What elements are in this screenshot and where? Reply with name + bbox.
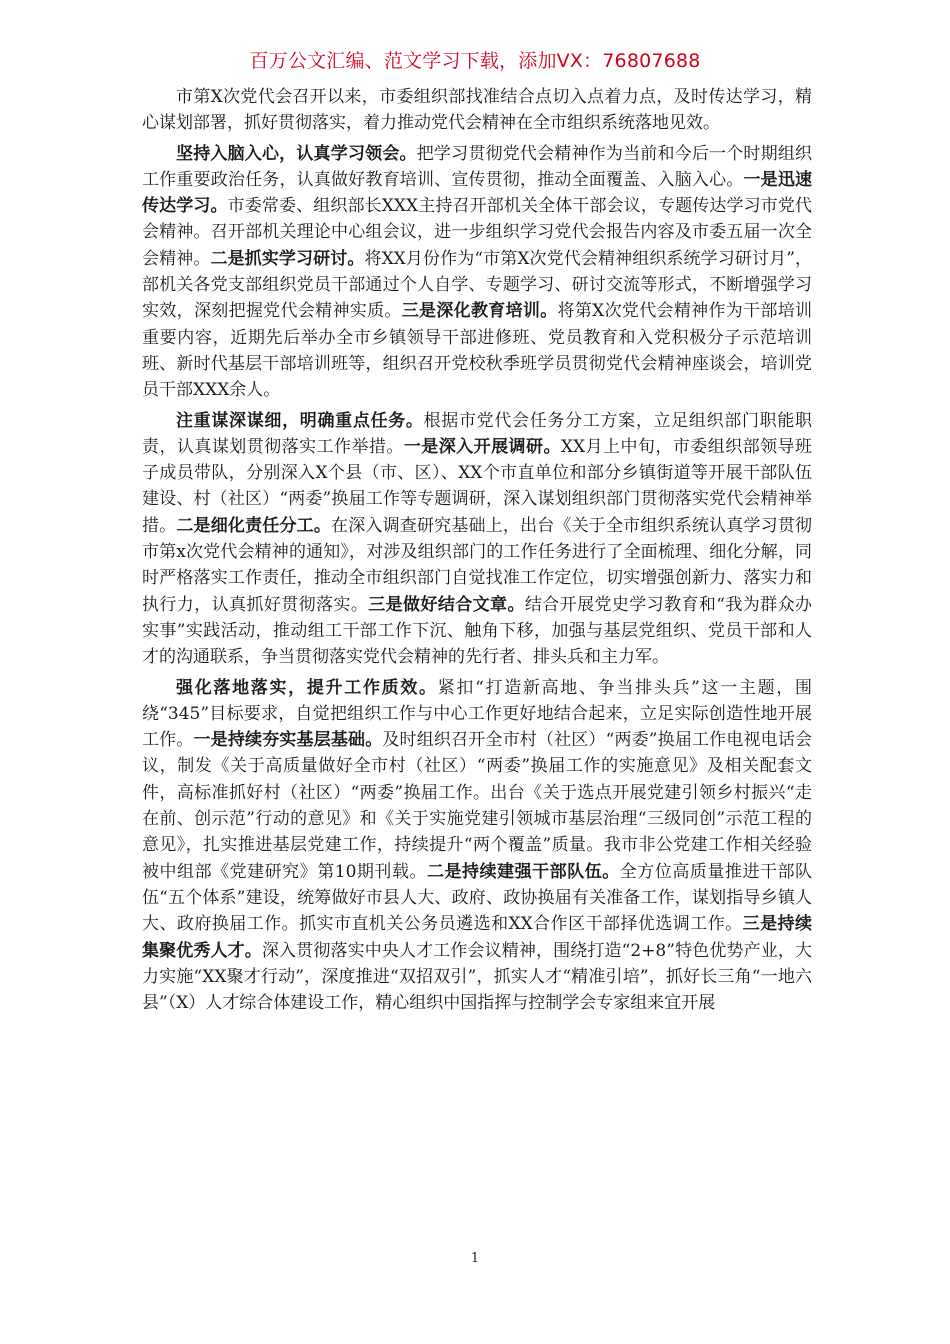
point-text: 将第X次党代会精神作为干部培训重要内容，近期先后举办全市乡镇领导干部进修班、党员教育和入党积极分子示范培训班、新时代基层干部培训班等，组织召开党校秋季班学员贯彻党代会精神座谈会，培训党员干部XXX余人。	[142, 301, 813, 401]
section-heading: 注重谋深谋细，明确重点任务。	[176, 410, 424, 431]
section-implementation-paragraph	[142, 675, 812, 1017]
point-text: 及时组织召开全市村（社区）“两委”换届工作电视电话会议，制发《关于高质量做好全市村（社区）“两委”换届工作的实施意见》及相关配套文件，高标准抓好村（社区）“两委”换届工作。出台《关于选点开展党建引领乡村振兴“走在前、创示范”行动的意见》和《关于实施党建引领城市基层治理“三级同创”示范工程的意见》，扎实推进基层党建工作，持续提升“两个覆盖”质量。我市非公党建工作相关经验被中组部《党建研究》第10期刊载。	[142, 730, 813, 882]
point-title: 一是迅速传达学习。	[142, 169, 813, 217]
point-text: 全方位高质量推进干部队伍“五个体系”建设，统筹做好市县人大、政府、政协换届有关准备工作，谋划指导乡镇人大、政府换届工作。抓实市直机关公务员遴选和XX合作区干部择优选调工作。	[142, 861, 813, 935]
section-planning-paragraph	[142, 408, 812, 671]
section-lead: 根据市党代会任务分工方案，立足组织部门职能职责，认真谋划贯彻落实工作举措。	[142, 410, 813, 457]
point-text: 市委常委、组织部长XXX主持召开部机关全体干部会议，专题传达学习市党代会精神。召开部机关理论中心组会议，进一步组织学习党代会报告内容及市委五届一次全会精神。	[142, 196, 813, 269]
point-title: 二是持续建强干部队伍。	[427, 861, 620, 882]
intro-text: 市第X次党代会召开以来，市委组织部找准结合点切入点着力点，及时传达学习，精心谋划部署，抓好贯彻落实，着力推动党代会精神在全市组织系统落地见效。	[142, 87, 812, 134]
point-title: 一是深入开展调研。	[403, 436, 561, 457]
document-body	[142, 84, 812, 1020]
page-number: 1	[470, 1251, 480, 1266]
point-text: 在深入调查研究基础上，出台《关于全市组织系统认真学习贯彻市第x次党代会精神的通知》，对涉及组织部门的工作任务进行了全面梳理、细化分解，同时严格落实工作责任，推动全市组织部门自觉找准工作定位，切实增强创新力、落实力和执行力，认真抓好贯彻落实。	[142, 515, 813, 615]
section-heading: 强化落地落实，提升工作质效。	[176, 677, 438, 698]
point-text: XX月上中旬，市委组织部领导班子成员带队，分别深入X个县（市、区）、XX个市直单位和部分乡镇街道等开展干部队伍建设、村（社区）“两委”换届工作等专题调研，深入谋划组织部门贯彻落实党代会精神举措。	[142, 436, 813, 536]
point-title: 二是抓实学习研讨。	[210, 248, 365, 269]
point-text: 结合开展党史学习教育和“我为群众办实事”实践活动，推动组工干部工作下沉、触角下移，加强与基层党组织、党员干部和人才的沟通联系，争当贯彻落实党代会精神的先行者、排头兵和主力军。	[142, 594, 812, 668]
point-text: 将XX月份作为“市第X次党代会精神组织系统学习研讨月”，部机关各党支部组织党员干部通过个人自学、专题学习、研讨交流等形式，不断增强学习实效，深刻把握党代会精神实质。	[142, 248, 813, 322]
section-lead: 把学习贯彻党代会精神作为当前和今后一个时期组织工作重要政治任务，认真做好教育培训、宣传贯彻，推动全面覆盖、入脑入心。	[142, 143, 813, 190]
point-text: 深入贯彻落实中央人才工作会议精神，围绕打造“2+8”特色优势产业，大力实施“XX聚才行动”，深度推进“双招双引”，抓实人才“精准引培”，抓好长三角“一地六县”（X）人才综合体建设工作，精心组织中国指挥与控制学会专家组来宜开展	[142, 940, 812, 1014]
section-heading: 坚持入脑入心，认真学习领会。	[176, 143, 417, 164]
point-title: 一是持续夯实基层基础。	[193, 730, 383, 751]
point-title: 三是做好结合文章。	[368, 594, 525, 615]
point-title: 三是持续集聚优秀人才。	[142, 914, 812, 961]
section-lead: 紧扣“打造新高地、争当排头兵”这一主题，围绕“345”目标要求，自觉把组织工作与中心工作更好地结合起来，立足实际创造性地开展工作。	[142, 677, 813, 751]
intro-paragraph	[142, 84, 812, 137]
point-title: 三是深化教育培训。	[401, 301, 558, 322]
watermark-banner: 百万公文汇编、范文学习下载，添加VX：76807688	[249, 50, 701, 72]
point-title: 二是细化责任分工。	[176, 515, 332, 536]
section-study-paragraph	[142, 141, 812, 404]
